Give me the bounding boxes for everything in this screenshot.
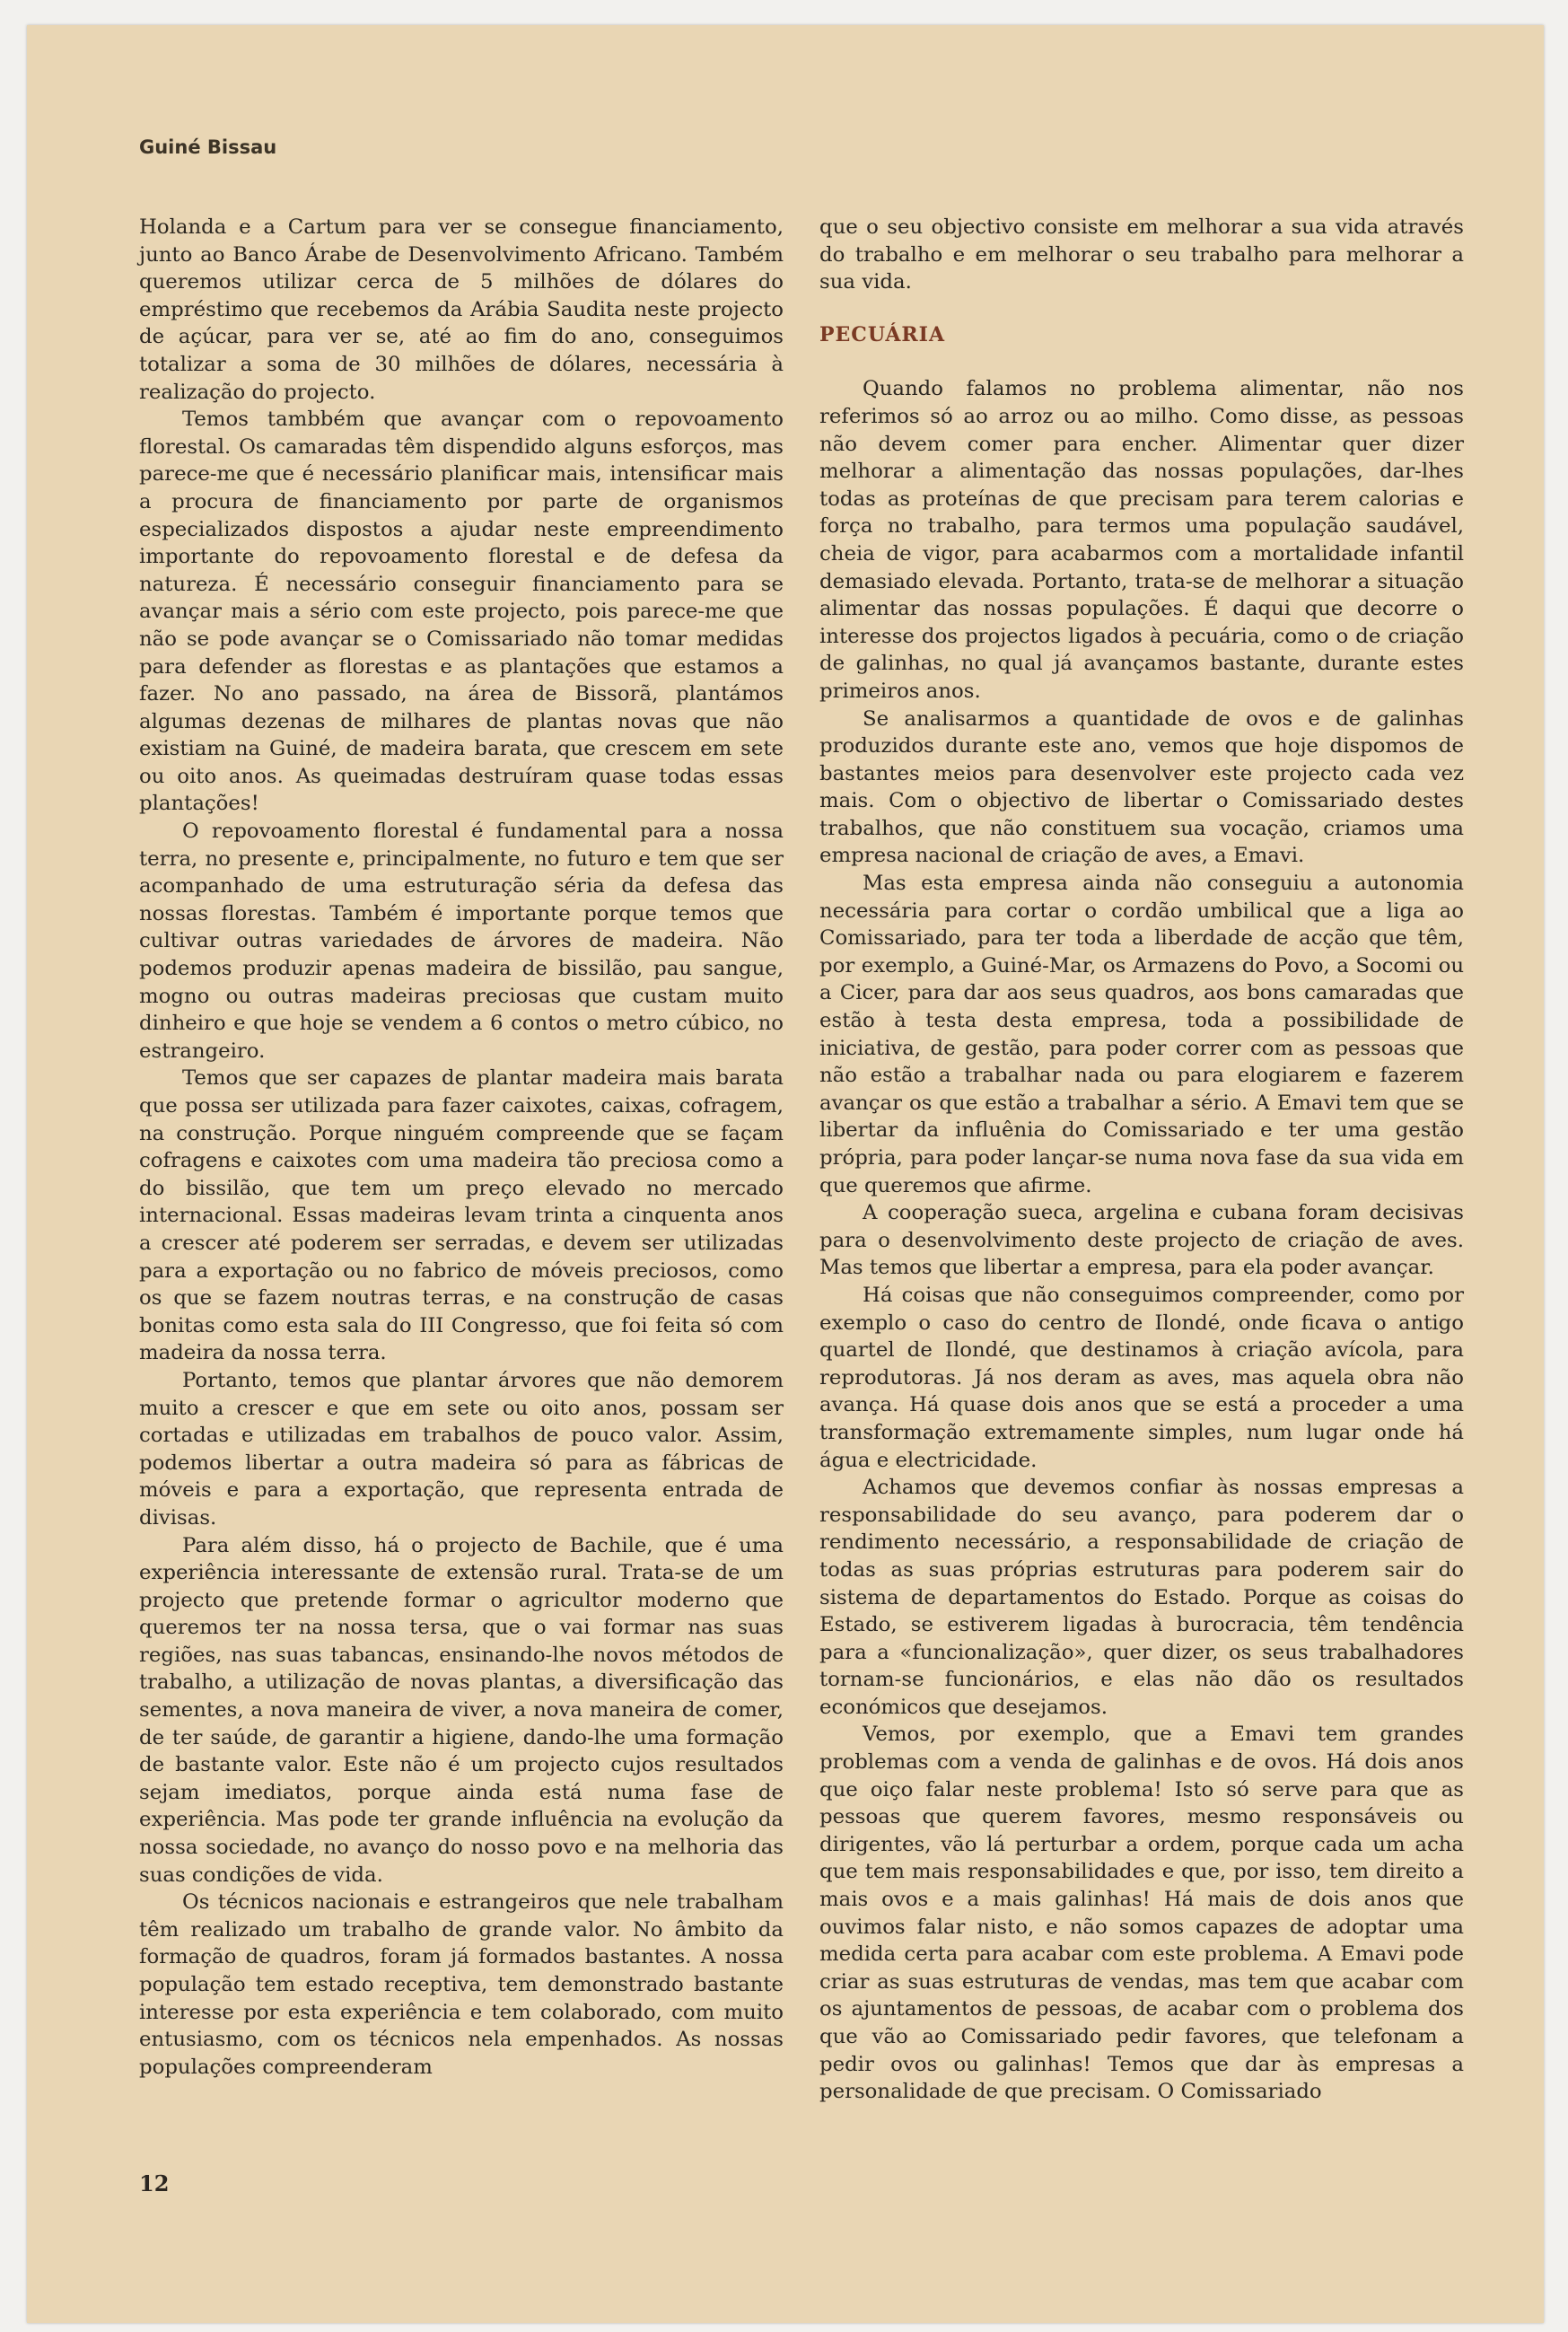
- section-heading: PECUÁRIA: [819, 322, 946, 346]
- paragraph: Há coisas que não conseguimos compreender, como por exemplo o caso do centro de Ilondé, onde ficava o antigo quartel de Ilondé, que destinamos à criação avícola, para reprodutoras. Já nos deram as aves, mas aquela obra não avança. Há quase dois anos que se está a proceder a uma transformação extremamente simples, num lugar onde há água e electricidade.: [819, 1283, 1464, 1472]
- running-head: Guiné Bissau: [139, 136, 277, 158]
- paragraph: Temos que ser capazes de plantar madeira mais barata que possa ser utilizada para fazer caixotes, caixas, cofragem, na construção. Porque ninguém compreende que se façam cofragens e caixotes com uma madeira tão preciosa como a do bissilão, que tem um preço elevado no mercado internacional. Essas madeiras levam trinta a cinquenta anos a crescer até poderem ser serradas, e devem ser utilizadas para a exportação ou no fabrico de móveis preciosos, como os que se fazem noutras terras, e na construção de casas bonitas como esta sala do III Congresso, que foi feita só com madeira da nossa terra.: [139, 1066, 784, 1365]
- paragraph: Quando falamos no problema alimentar, não nos referimos só ao arroz ou ao milho. Como disse, as pessoas não devem comer para encher. Alimentar quer dizer melhorar a alimentação das nossas populações, dar-lhes todas as proteínas de que precisam para terem calorias e força no trabalho, para termos uma população saudável, cheia de vigor, para acabarmos com a mortalidade infantil demasiado elevada. Portanto, trata-se de melhorar a situação alimentar das nossas populações. É daqui que decorre o interesse dos projectos ligados à pecuária, como o de criação de galinhas, no qual já avançamos bastante, durante estes primeiros anos.: [819, 377, 1464, 703]
- paragraph: O repovoamento florestal é fundamental para a nossa terra, no presente e, principalmente, no futuro e tem que ser acompanhado de uma estruturação séria da defesa das nossas florestas. Também é importante porque temos que cultivar outras variedades de árvores de madeira. Não podemos produzir apenas madeira de bissilão, pau sangue, mogno ou outras madeiras preciosas que custam muito dinheiro e que hoje se vendem a 6 contos o metro cúbico, no estrangeiro.: [139, 820, 784, 1063]
- paragraph: que o seu objectivo consiste em melhorar a sua vida através do trabalho e em melhorar o seu trabalho para melhorar a sua vida.: [819, 215, 1464, 294]
- right-column: [819, 214, 1464, 2106]
- paragraph: Mas esta empresa ainda não conseguiu a autonomia necessária para cortar o cordão umbilical que a liga ao Comissariado, para ter toda a liberdade de acção que têm, por exemplo, a Guiné-Mar, os Armazens do Povo, a Socomi ou a Cicer, para dar aos seus quadros, aos bons camaradas que estão à testa desta empresa, toda a possibilidade de iniciativa, de gestão, para poder correr com as pessoas que não estão a trabalhar nada ou para elogiarem e fazerem avançar os que estão a trabalhar a sério. A Emavi tem que se libertar da influênia do Comissariado e ter uma gestão própria, para poder lançar-se numa nova fase da sua vida em que queremos que afirme.: [819, 872, 1464, 1197]
- paragraph: Achamos que devemos confiar às nossas empresas a responsabilidade do seu avanço, para poderem dar o rendimento necessário, a responsabilidade de criação de todas as suas próprias estruturas para poderem sair do sistema de departamentos do Estado. Porque as coisas do Estado, se estiverem ligadas à burocracia, têm tendência para a «funcionalização», quer dizer, os seus trabalhadores tornam-se funcionários, e elas não dão os resultados económicos que desejamos.: [819, 1476, 1464, 1719]
- paragraph: Temos tambbém que avançar com o repovoamento florestal. Os camaradas têm dispendido alguns esforços, mas parece-me que é necessário planificar mais, intensificar mais a procura de financiamento por parte de organismos especializados dispostos a ajudar neste empreendimento importante do repovoamento florestal e de defesa da natureza. É necessário conseguir financiamento para se avançar mais a sério com este projecto, pois parece-me que não se pode avançar se o Comissariado não tomar medidas para defender as florestas e as plantações que estamos a fazer. No ano passado, na área de Bissorã, plantámos algumas dezenas de milhares de plantas novas que não existiam na Guiné, de madeira barata, que crescem em sete ou oito anos. As queimadas destruíram quase todas essas plantações!: [139, 408, 784, 816]
- magazine-page: [27, 25, 1544, 2323]
- left-column: [139, 214, 784, 2081]
- page-number: 12: [139, 2170, 170, 2196]
- paragraph: Holanda e a Cartum para ver se consegue financiamento, junto ao Banco Árabe de Desenvolvimento Africano. Também queremos utilizar cerca de 5 milhões de dólares do empréstimo que recebemos da Arábia Saudita neste projecto de açúcar, para ver se, até ao fim do ano, conseguimos totalizar a soma de 30 milhões de dólares, necessária à realização do projecto.: [139, 215, 784, 404]
- paragraph: Os técnicos nacionais e estrangeiros que nele trabalham têm realizado um trabalho de grande valor. No âmbito da formação de quadros, foram já formados bastantes. A nossa população tem estado receptiva, tem demonstrado bastante interesse por esta experiência e tem colaborado, com muito entusiasmo, com os técnicos nela empenhados. As nossas populações compreenderam: [139, 1890, 784, 2079]
- paragraph: Portanto, temos que plantar árvores que não demorem muito a crescer e que em sete ou oito anos, possam ser cortadas e utilizadas em trabalhos de pouco valor. Assim, podemos libertar a outra madeira só para as fábricas de móveis e para a exportação, que representa entrada de divisas.: [139, 1368, 784, 1530]
- paragraph: Para além disso, há o projecto de Bachile, que é uma experiência interessante de extensão rural. Trata-se de um projecto que pretende formar o agricultor moderno que queremos ter na nossa tersa, que o vai formar nas suas regiões, nas suas tabancas, ensinando-lhe novos métodos de trabalho, a utilização de novas plantas, a diversificação das sementes, a nova maneira de viver, a nova maneira de comer, de ter saúde, de garantir a higiene, dando-lhe uma formação de bastante valor. Este não é um projecto cujos resultados sejam imediatos, porque ainda está numa fase de experiência. Mas pode ter grande influência na evolução da nossa sociedade, no avanço do nosso povo e na melhoria das suas condições de vida.: [139, 1533, 784, 1887]
- paragraph: Se analisarmos a quantidade de ovos e de galinhas produzidos durante este ano, vemos que hoje dispomos de bastantes meios para desenvolver este projecto cada vez mais. Com o objectivo de libertar o Comissariado destes trabalhos, que não constituem sua vocação, criamos uma empresa nacional de criação de aves, a Emavi.: [819, 706, 1464, 868]
- paragraph: Vemos, por exemplo, que a Emavi tem grandes problemas com a venda de galinhas e de ovos. Há dois anos que oiço falar neste problema! Isto só serve para que as pessoas que querem favores, mesmo responsáveis ou dirigentes, vão lá perturbar a ordem, porque cada um acha que tem mais responsabilidades e que, por isso, tem direito a mais ovos e a mais galinhas! Há mais de dois anos que ouvimos falar nisto, e não somos capazes de adoptar uma medida certa para acabar com este problema. A Emavi pode criar as suas estruturas de vendas, mas tem que acabar com os ajuntamentos de pessoas, de acabar com o problema dos que vão ao Comissariado pedir favores, que telefonam a pedir ovos ou galinhas! Temos que dar às empresas a personalidade de que precisam. O Comissariado: [819, 1723, 1464, 2104]
- paragraph: A cooperação sueca, argelina e cubana foram decisivas para o desenvolvimento deste projecto de criação de aves. Mas temos que libertar a empresa, para ela poder avançar.: [819, 1201, 1464, 1280]
